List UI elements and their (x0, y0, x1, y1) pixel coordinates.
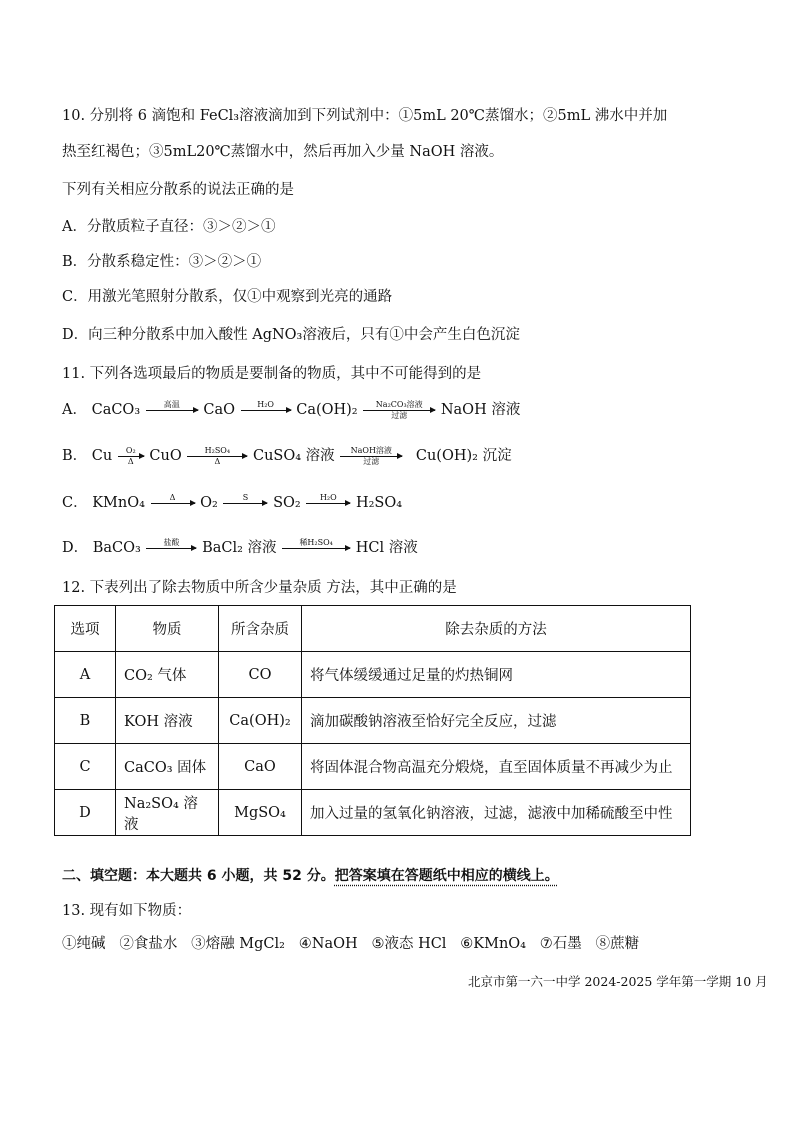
table-cell: CO (219, 652, 302, 698)
q11-option-a (62, 396, 520, 424)
q10-option-d: D．向三种分散系中加入酸性 AgNO₃溶液后，只有①中会产生白色沉淀 (62, 327, 520, 343)
table-row (55, 744, 691, 790)
q12-stem: 12. 下表列出了除去物质中所含少量杂质 方法，其中正确的是 (62, 580, 457, 596)
reaction-arrow: 稀H₂SO₄ (282, 538, 350, 558)
substance: KMnO₄ (92, 495, 145, 511)
table-cell: 将固体混合物高温充分煅烧，直至固体质量不再减少为止 (302, 744, 691, 790)
table-cell: Na₂SO₄ 溶液 (116, 790, 219, 836)
table-cell: A (55, 652, 116, 698)
q11-option-b (62, 442, 512, 470)
q10-line1: 10. 分别将 6 滴饱和 FeCl₃溶液滴加到下列试剂中：①5mL 20℃蒸馏水；②5mL 沸水中并加 (62, 108, 668, 124)
reaction-arrow: Na₂CO₃溶液 过滤 (363, 400, 435, 420)
table-row (55, 652, 691, 698)
substance: Cu(OH)₂ 沉淀 (415, 448, 512, 464)
substance: CaCO₃ (91, 402, 141, 418)
substance: NaOH 溶液 (440, 402, 521, 418)
substance: Cu (91, 448, 113, 464)
q10-option-c: C．用激光笔照射分散系，仅①中观察到光亮的通路 (62, 289, 393, 305)
substance: O₂ (200, 495, 218, 511)
q11-stem: 11. 下列各选项最后的物质是要制备的物质，其中不可能得到的是 (62, 366, 482, 382)
table-cell: CaCO₃ 固体 (116, 744, 219, 790)
table-cell: KOH 溶液 (116, 698, 219, 744)
reaction-arrow: NaOH溶液 过滤 (340, 446, 402, 466)
reaction-arrow: 盐酸 (146, 538, 196, 558)
reaction-arrow: S (223, 493, 267, 513)
label: A． (62, 402, 87, 418)
reaction-arrow: H₂O (306, 493, 350, 513)
table-cell: 加入过量的氢氧化钠溶液，过滤，滤液中加稀硫酸至中性 (302, 790, 691, 836)
substance: BaCO₃ (92, 540, 141, 556)
table-row (55, 790, 691, 836)
reaction-arrow: 高温 (146, 400, 198, 420)
table-header: 除去杂质的方法 (302, 606, 691, 652)
section2-title-main: 二、填空题：本大题共 6 小题，共 52 分。 (62, 868, 335, 884)
substance: SO₂ (273, 495, 301, 511)
q11-option-c (62, 489, 402, 517)
table-cell: 将气体缓缓通过足量的灼热铜网 (302, 652, 691, 698)
table-cell: CO₂ 气体 (116, 652, 219, 698)
q10-prompt: 下列有关相应分散系的说法正确的是 (62, 182, 294, 198)
substance: BaCl₂ 溶液 (202, 540, 277, 556)
q13-stem: 13. 现有如下物质： (62, 903, 192, 919)
section2-title-emphasis: 把答案填在答题纸中相应的横线上。 (334, 868, 559, 884)
table-cell: Ca(OH)₂ (219, 698, 302, 744)
substance: CuO (149, 448, 182, 464)
substance: CaO (203, 402, 235, 418)
table-cell: D (55, 790, 116, 836)
substance: Ca(OH)₂ (296, 402, 358, 418)
page-footer: 北京市第一六一中学 2024-2025 学年第一学期 10 月 (468, 974, 768, 989)
label: D． (62, 540, 89, 556)
table-header: 物质 (116, 606, 219, 652)
table-cell: 滴加碳酸钠溶液至恰好完全反应，过滤 (302, 698, 691, 744)
section2-title (62, 866, 559, 886)
label: C． (62, 495, 88, 511)
q10-option-a: A．分散质粒子直径：③＞②＞① (62, 219, 276, 235)
substance: H₂SO₄ (355, 495, 403, 511)
q13-items: ①纯碱 ②食盐水 ③熔融 MgCl₂ ④NaOH ⑤液态 HCl ⑥KMnO₄ ⑦石墨 ⑧蔗糖 (62, 936, 640, 952)
label: B． (62, 448, 88, 464)
reaction-arrow: $\frac{\text{O₂}}{\Delta}$ (118, 446, 144, 466)
table-row (55, 698, 691, 744)
reaction-arrow: $\frac{\text{H₂SO₄}}{\Delta}$ (187, 446, 247, 466)
table-header: 选项 (55, 606, 116, 652)
table-cell: B (55, 698, 116, 744)
q10-option-b: B．分散系稳定性：③＞②＞① (62, 254, 262, 270)
table-header-row (55, 606, 691, 652)
q11-option-d (62, 534, 418, 562)
table-header: 所含杂质 (219, 606, 302, 652)
substance: HCl 溶液 (355, 540, 418, 556)
table-cell: MgSO₄ (219, 790, 302, 836)
table-cell: CaO (219, 744, 302, 790)
reaction-arrow: Δ (151, 493, 195, 513)
q10-line2: 热至红褐色；③5mL20℃蒸馏水中，然后再加入少量 NaOH 溶液。 (62, 144, 504, 160)
q12-table (54, 605, 691, 836)
table-cell: C (55, 744, 116, 790)
substance: CuSO₄ 溶液 (252, 448, 335, 464)
reaction-arrow: H₂O (241, 400, 291, 420)
